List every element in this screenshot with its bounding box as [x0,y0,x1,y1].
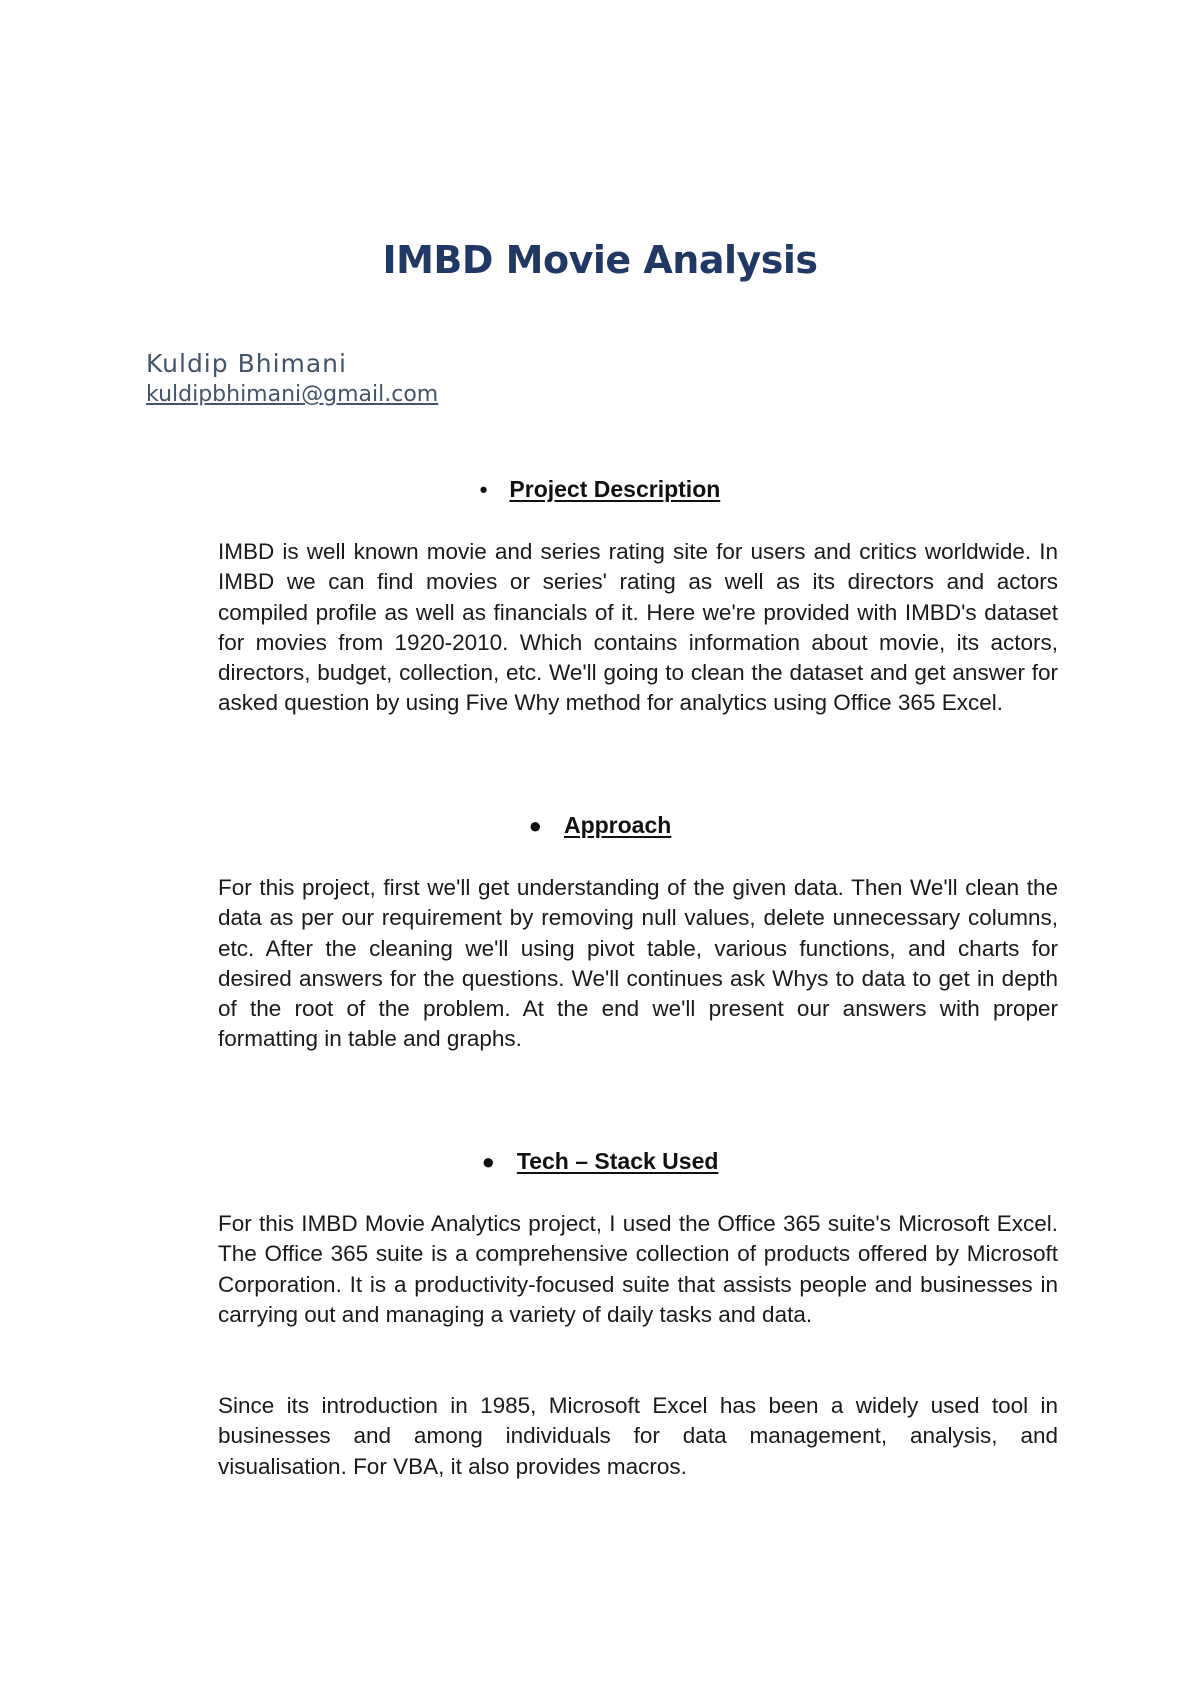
author-email-link[interactable]: kuldipbhimani@gmail.com [146,382,439,407]
section-heading-approach [0,812,1200,839]
section-paragraph: IMBD is well known movie and series rating site for users and critics worldwide. In IMBD we can find movies or series' rating as well as its directors and actors compiled profile as well as financials of it. Here we're provided with IMBD's dataset for movies from 1920-2010. Which contains information about movie, its actors, directors, budget, collection, etc. We'll going to clean the dataset and get answer for asked question by using Five Why method for analytics using Office 365 Excel. [218,539,1058,716]
section-paragraph: For this project, first we'll get understanding of the given data. Then We'll clean the data as per our requirement by removing null values, delete unnecessary columns, etc. After the cleaning we'll using pivot table, various functions, and charts for desired answers for the questions. We'll continues ask Whys to data to get in depth of the root of the problem. At the end we'll present our answers with proper formatting in table and graphs. [218,875,1058,1052]
section-heading-label: Approach [563,812,672,838]
bullet-icon: • [479,476,488,502]
section-heading-tech-stack [0,1148,1200,1175]
section-paragraph: For this IMBD Movie Analytics project, I used the Office 365 suite's Microsoft Excel. The Office 365 suite is a comprehensive collection of products offered by Microsoft Corporation. It is a productivity-focused suite that assists people and businesses in carrying out and managing a variety of daily tasks and data. [218,1211,1058,1327]
author-block [146,348,438,410]
section-heading-project-description [0,476,1200,503]
section-heading-label: Tech – Stack Used [516,1148,719,1174]
section-paragraph: Since its introduction in 1985, Microsoft Excel has been a widely used tool in businesses and among individuals for data management, analysis, and visualisation. For VBA, it also provides macros. [218,1393,1058,1479]
bullet-icon: ● [528,812,542,838]
section-heading-label: Project Description [509,476,721,502]
bullet-icon: ● [481,1148,495,1174]
document-title: IMBD Movie Analysis [382,238,818,282]
author-name: Kuldip Bhimani [146,349,347,378]
